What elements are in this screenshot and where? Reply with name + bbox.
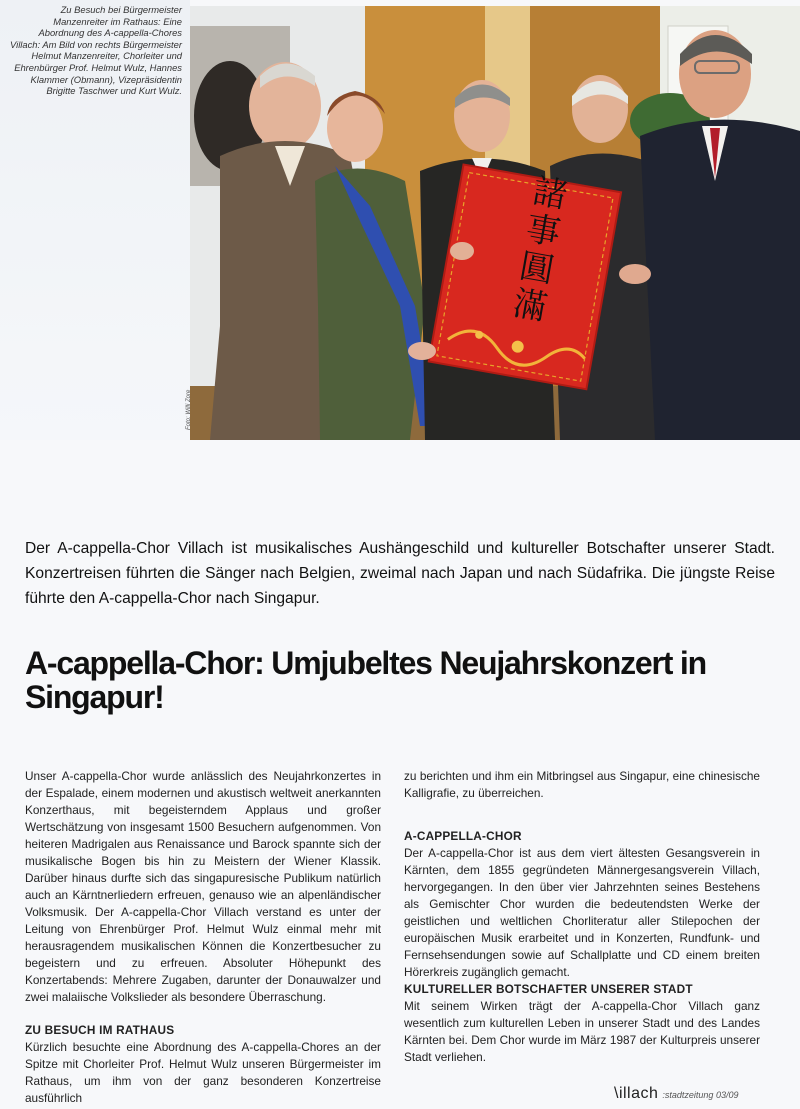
photo-caption: Zu Besuch bei Bürgermeister Manzenreiter im Rathaus: Eine Abordnung des A-cappella-Chores Villach: Am Bild von rechts Bürgermeister Helmut Manzenreiter, Chorleiter und Ehrenbürger Prof. Helmut Wulz, Hannes Klammer (Obmann), Vizepräsidentin Brigitte Taschwer und Kurt Wulz.	[10, 4, 182, 97]
article-headline: A-cappella-Chor: Umjubeltes Neujahrskonzert in Singapur!	[25, 645, 706, 715]
calligraphy-text: 諸事圓滿	[509, 171, 571, 329]
article-column-right	[404, 768, 760, 1066]
subhead-choir: A-CAPPELLA-CHOR	[404, 829, 522, 843]
ambassador-paragraph: Mit seinem Wirken trägt der A-cappella-Chor Villach ganz wesentlich zum kulturellen Leben in unserer Stadt und des Landes Kärnten bei. Dem Chor wurde im März 1987 der Kulturpreis unserer Stadt verliehen.	[404, 999, 760, 1064]
lead-paragraph: Der A-cappella-Chor Villach ist musikalisches Aushängeschild und kultureller Botschafter unserer Stadt. Konzertreisen führten die Sänger nach Belgien, zweimal nach Japan und nach Südafrika. Die jüngste Reise führte den A-cappella-Chor nach Singapur.	[25, 539, 775, 607]
visit-paragraph: Kürzlich besuchte eine Abordnung des A-cappella-Chores an der Spitze mit Chorleiter Prof. Helmut Wulz unseren Bürgermeister im Rathaus, um ihm von der ganz besonderen Konzertreise ausführlich	[25, 1040, 381, 1105]
page-footer	[614, 1085, 738, 1103]
article-column-left	[25, 768, 381, 1107]
footer-brand: \illach	[614, 1085, 659, 1102]
continued-paragraph: zu berichten und ihm ein Mitbringsel aus Singapur, eine chinesische Kalligrafie, zu überreichen.	[404, 769, 760, 800]
subhead-rathaus: ZU BESUCH IM RATHAUS	[25, 1023, 175, 1037]
subhead-ambassador: KULTURELLER BOTSCHAFTER UNSERER STADT	[404, 982, 693, 996]
footer-issue: :stadtzeitung 03/09	[662, 1090, 739, 1100]
photo-credit: Foto: Willi Zore	[186, 389, 192, 430]
group-photo	[190, 6, 800, 440]
intro-paragraph: Unser A-cappella-Chor wurde anlässlich des Neujahrkonzertes in der Espalade, einem modernen und akustisch weltweit anerkannten Konzerthaus, mit begeisterndem Applaus und großer Wertschätzung von insgesamt 1500 Besuchern aufgenommen. Von heiteren Madrigalen aus Renaissance und Barock spannte sich der musikalische Bogen bis hin zu Meistern der Wiener Klassik. Darüber hinaus durfte sich das singapuresische Publikum natürlich auch an Kärntnerliedern erfreuen, genauso wie an alpenländischer Volksmusik. Der A-cappella-Chor Villach verstand es unter der Leitung von Ehrenbürger Prof. Helmut Wulz einmal mehr mit herausragendem musikalischen Können die Konzertbesucher zu begeistern und zu erfreuen. Absoluter Höhepunkt des Konzertabends: Mehrere Zugaben, darunter der Donauwalzer und zwei malaiische Volkslieder als besondere Überraschung.	[25, 769, 381, 1004]
history-paragraph: Der A-cappella-Chor ist aus dem viert ältesten Gesangsverein in Kärnten, dem 1855 gegründeten Männergesangsverein Villach, hervorgegangen. In den über vier Jahrzehnten seines Bestehens als Gemischter Chor wurden die bedeutendsten Werke der geistlichen und weltlichen Chorliteratur aller Stilepochen der europäischen Musik erarbeitet und in Konzerten, Rundfunk- und Fernsehsendungen sowie auf Schallplatte und CD einem breiten Hörerkreis zugänglich gemacht.	[404, 846, 760, 979]
